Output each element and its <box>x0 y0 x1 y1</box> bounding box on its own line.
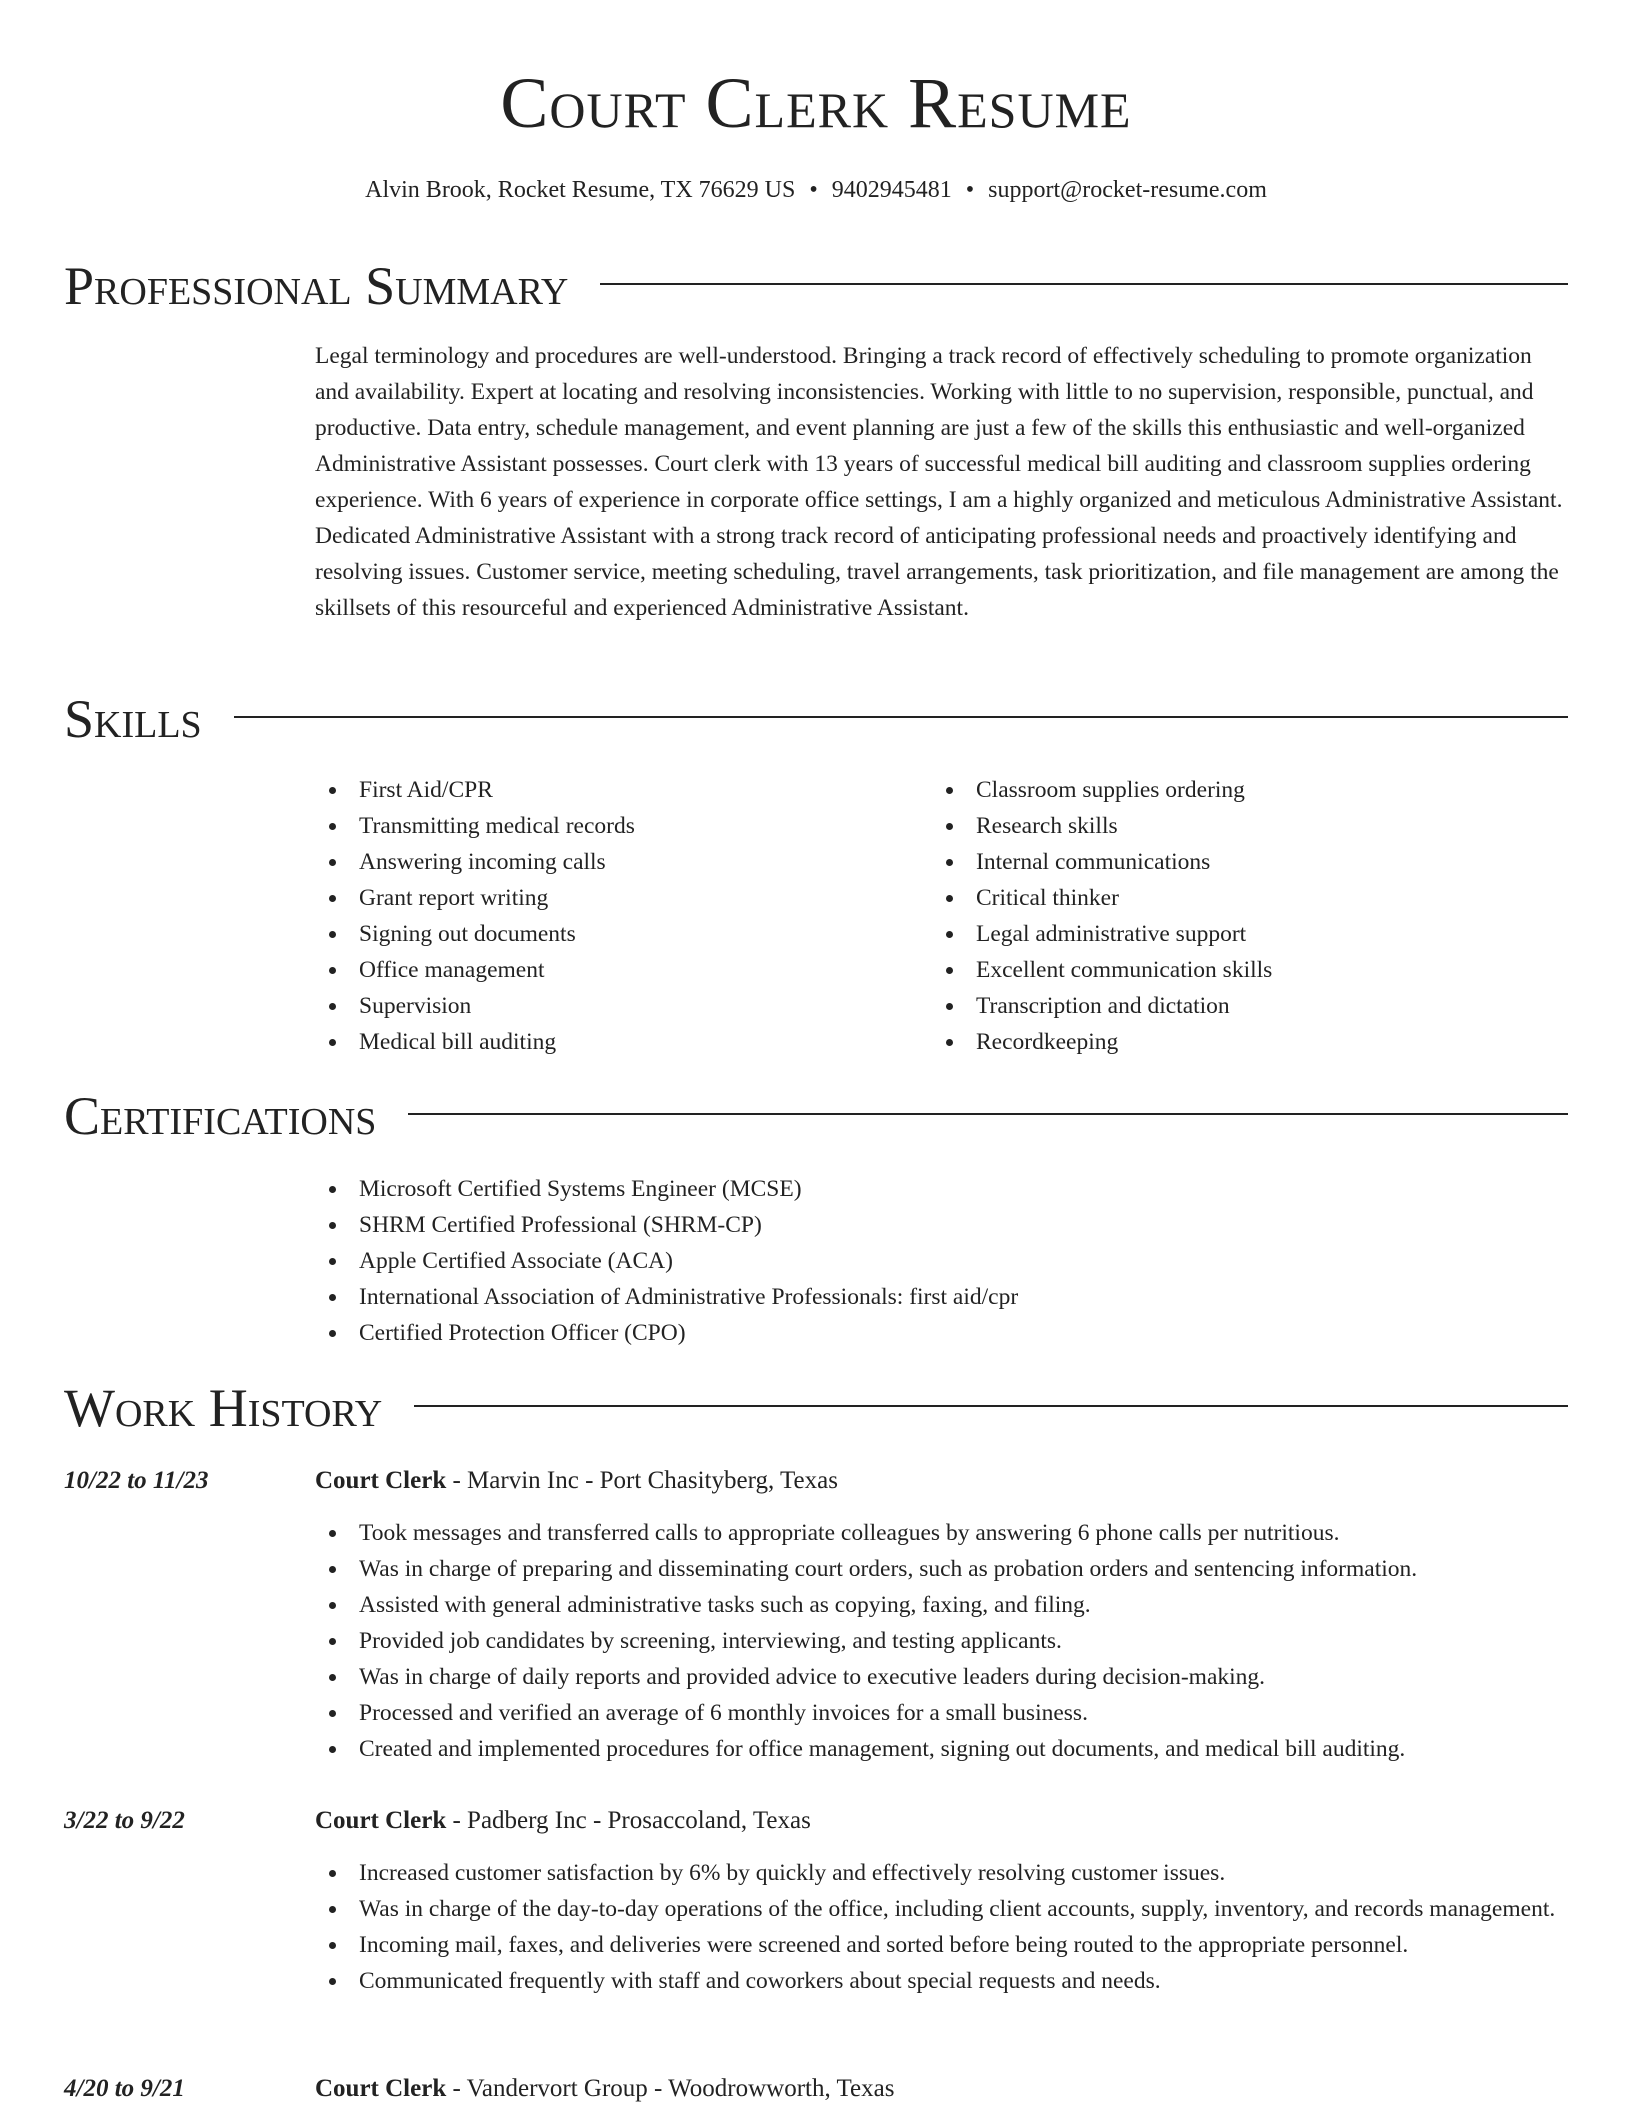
certification-item: Apple Certified Associate (ACA) <box>315 1243 1555 1279</box>
skill-item: First Aid/CPR <box>315 772 915 808</box>
contact-email: support@rocket-resume.com <box>988 177 1267 203</box>
job-dates: 10/22 to 11/23 <box>64 1467 209 1494</box>
skill-item: Critical thinker <box>932 880 1552 916</box>
skills-section-header <box>64 687 1568 751</box>
skill-item: Office management <box>315 952 915 988</box>
summary-text: Legal terminology and procedures are well-understood. Bringing a track record of effectively scheduling to promote organization and availability. Expert at locating and resolving inconsistencies. Working with little to no supervision, responsible, punctual, and productive. Data entry, schedule management, and event planning are just a few of the skills this enthusiastic and well-organized Administrative Assistant possesses. Court clerk with 13 years of successful medical bill auditing and classroom supplies ordering experience. With 6 years of experience in corporate office settings, I am a highly organized and meticulous Administrative Assistant. Dedicated Administrative Assistant with a strong track record of anticipating professional needs and proactively identifying and resolving issues. Customer service, meeting scheduling, travel arrangements, task prioritization, and file management are among the skillsets of this resourceful and experienced Administrative Assistant. <box>315 343 1563 621</box>
contact-separator: • <box>965 177 975 203</box>
job-bullet: Provided job candidates by screening, interviewing, and testing applicants. <box>315 1623 1565 1659</box>
skill-item: Recordkeeping <box>932 1024 1552 1060</box>
contact-separator: • <box>809 177 818 203</box>
skill-item: Transmitting medical records <box>315 808 915 844</box>
section-divider <box>408 1113 1568 1115</box>
skill-item: Research skills <box>932 808 1552 844</box>
skill-item: Medical bill auditing <box>315 1024 915 1060</box>
job-bullet: Took messages and transferred calls to appropriate colleagues by answering 6 phone calls per nutritious. <box>315 1515 1565 1551</box>
job-header <box>315 1803 811 1839</box>
job-header <box>315 2071 894 2107</box>
job-employer: - Marvin Inc - Port Chasityberg, Texas <box>446 1467 838 1494</box>
skills-list-left <box>315 772 915 1060</box>
resume-title: Court Clerk Resume <box>500 63 1132 143</box>
job-bullets <box>315 1855 1565 1999</box>
job-bullet: Communicated frequently with staff and coworkers about special requests and needs. <box>315 1963 1565 1999</box>
certification-item: SHRM Certified Professional (SHRM-CP) <box>315 1207 1555 1243</box>
job-employer: - Vandervort Group - Woodrowworth, Texas <box>446 2075 895 2102</box>
section-divider <box>600 283 1568 285</box>
skill-item: Signing out documents <box>315 916 915 952</box>
job-bullet: Was in charge of daily reports and provided advice to executive leaders during decision-making. <box>315 1659 1565 1695</box>
job-dates: 4/20 to 9/21 <box>64 2075 185 2102</box>
certifications-section-header <box>64 1084 1568 1148</box>
job-bullet: Was in charge of the day-to-day operations of the office, including client accounts, supply, inventory, and records management. <box>315 1891 1565 1927</box>
job-bullet: Incoming mail, faxes, and deliveries were screened and sorted before being routed to the appropriate personnel. <box>315 1927 1565 1963</box>
job-bullet: Was in charge of preparing and disseminating court orders, such as probation orders and sentencing information. <box>315 1551 1565 1587</box>
skill-item: Legal administrative support <box>932 916 1552 952</box>
certifications-list <box>315 1171 1555 1351</box>
job-bullet: Assisted with general administrative tasks such as copying, faxing, and filing. <box>315 1587 1565 1623</box>
section-divider <box>234 716 1568 718</box>
certification-item: Microsoft Certified Systems Engineer (MCSE) <box>315 1171 1555 1207</box>
skill-item: Supervision <box>315 988 915 1024</box>
job-role: Court Clerk <box>315 1467 447 1494</box>
skills-heading: Skills <box>64 689 202 749</box>
contact-address: Alvin Brook, Rocket Resume, TX 76629 US <box>365 177 796 203</box>
skill-item: Answering incoming calls <box>315 844 915 880</box>
section-divider <box>414 1405 1568 1407</box>
skill-item: Classroom supplies ordering <box>932 772 1552 808</box>
job-bullet: Created and implemented procedures for office management, signing out documents, and medical bill auditing. <box>315 1731 1565 1767</box>
contact-phone: 9402945481 <box>831 177 952 203</box>
certification-item: Certified Protection Officer (CPO) <box>315 1315 1555 1351</box>
contact-line <box>0 174 1632 206</box>
work-history-heading: Work History <box>64 1378 383 1438</box>
skill-item: Excellent communication skills <box>932 952 1552 988</box>
job-employer: - Padberg Inc - Prosaccoland, Texas <box>446 1807 811 1834</box>
job-header <box>315 1463 838 1499</box>
certification-item: International Association of Administrative Professionals: first aid/cpr <box>315 1279 1555 1315</box>
job-role: Court Clerk <box>315 1807 447 1834</box>
job-bullet: Increased customer satisfaction by 6% by quickly and effectively resolving customer issues. <box>315 1855 1565 1891</box>
skill-item: Grant report writing <box>315 880 915 916</box>
job-bullet: Processed and verified an average of 6 monthly invoices for a small business. <box>315 1695 1565 1731</box>
skill-item: Transcription and dictation <box>932 988 1552 1024</box>
skills-list-right <box>932 772 1552 1060</box>
job-role: Court Clerk <box>315 2075 447 2102</box>
job-bullets <box>315 1515 1565 1767</box>
work-history-section-header <box>64 1376 1568 1440</box>
certifications-heading: Certifications <box>64 1086 377 1146</box>
skill-item: Internal communications <box>932 844 1552 880</box>
summary-section-header <box>64 254 1568 318</box>
summary-heading: Professional Summary <box>64 256 569 316</box>
job-dates: 3/22 to 9/22 <box>64 1807 185 1834</box>
